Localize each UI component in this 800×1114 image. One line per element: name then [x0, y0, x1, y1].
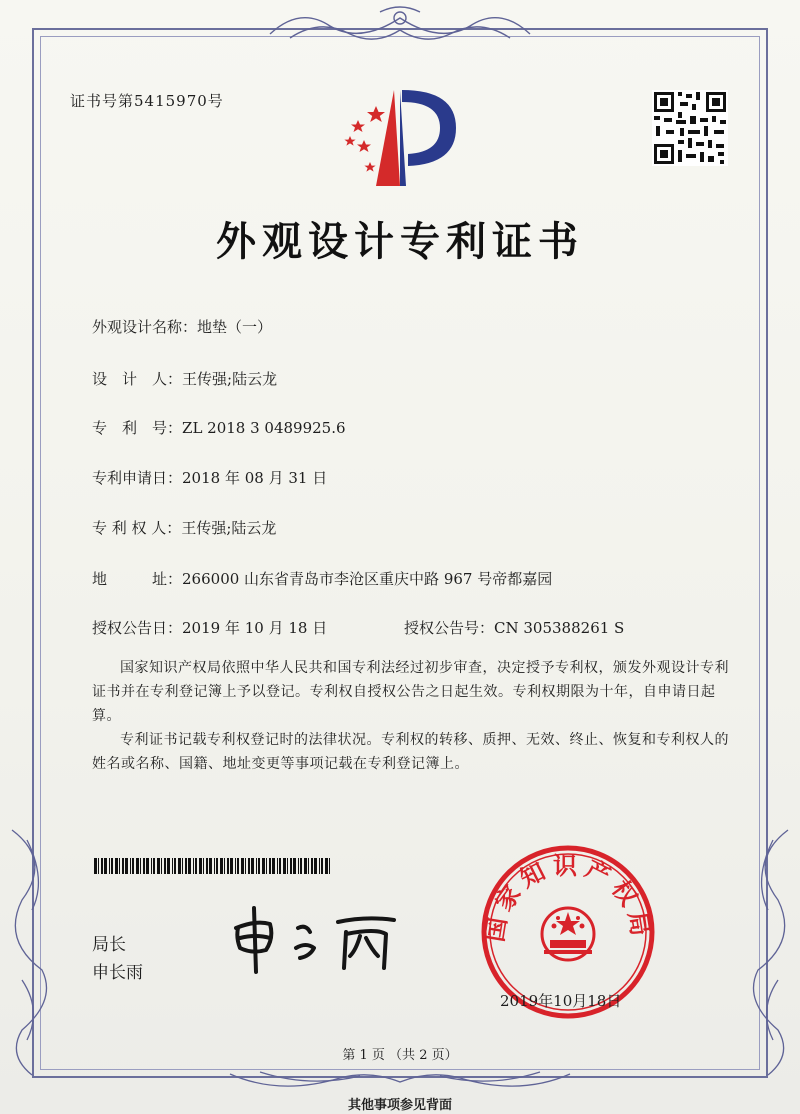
- grant-date-value: 2019 年 10 月 18 日: [182, 619, 328, 637]
- patentee-label: 专 利 权 人：: [92, 519, 182, 537]
- filing-date-value: 2018 年 08 月 31 日: [182, 469, 328, 487]
- patentee-row: [92, 517, 276, 538]
- qr-code-icon: [652, 90, 728, 166]
- right-ornament-icon: [738, 820, 798, 1080]
- design-name-row: [92, 316, 272, 337]
- barcode-icon: [94, 858, 334, 874]
- patentee-value: 王传强;陆云龙: [181, 519, 277, 537]
- handwritten-signature: [226, 898, 406, 978]
- grant-number-label: 授权公告号：: [404, 619, 495, 637]
- design-name-value: 地垫（一）: [197, 318, 273, 336]
- certificate-title: 外观设计专利证书: [216, 218, 584, 265]
- filing-date-label: 专利申请日：: [92, 469, 183, 487]
- grant-statement: 国家知识产权局依照中华人民共和国专利法经过初步审查，决定授予专利权，颁发外观设计专利证书并在专利登记簿上予以登记。专利权自授权公告之日起生效。专利权期限为十年，自申请日起算。: [92, 660, 729, 724]
- page-indicator: 第 1 页 （共 2 页）: [342, 1048, 458, 1063]
- address-label: 地 址：: [92, 570, 183, 588]
- designer-row: [92, 368, 277, 389]
- patent-number-label: 专 利 号：: [92, 419, 183, 437]
- certificate-number: 证书号第5415970号: [70, 92, 224, 110]
- legal-status-statement: 专利证书记载专利权登记时的法律状况。专利权的转移、质押、无效、终止、恢复和专利权人的姓名或名称、国籍、地址变更等事项记载在专利登记簿上。: [92, 732, 729, 772]
- left-ornament-icon: [2, 820, 62, 1080]
- signatory-title: 局长: [92, 935, 126, 955]
- patent-number-row: [92, 417, 346, 438]
- back-note: 其他事项参见背面: [347, 1098, 452, 1113]
- signatory-name: 申长雨: [92, 963, 143, 983]
- designer-value: 王传强;陆云龙: [182, 370, 278, 388]
- design-name-label: 外观设计名称：: [92, 318, 198, 336]
- seal-date: 2019年10月18日: [500, 992, 622, 1010]
- grant-number-value: CN 305388261 S: [494, 619, 625, 637]
- grant-date-row: [92, 617, 327, 638]
- filing-date-row: [92, 467, 327, 488]
- address-row: [92, 568, 552, 589]
- address-value: 266000 山东省青岛市李沧区重庆中路 967 号帝都嘉园: [182, 570, 553, 588]
- designer-label: 设 计 人：: [92, 370, 183, 388]
- grant-number-row: [404, 617, 624, 638]
- cnipa-logo-icon: [336, 86, 466, 190]
- seal-text: 国家知识产权局: [480, 852, 656, 944]
- patent-number-value: ZL 2018 3 0489925.6: [182, 419, 346, 437]
- top-ornament-icon: [260, 4, 540, 48]
- grant-date-label: 授权公告日：: [92, 619, 183, 637]
